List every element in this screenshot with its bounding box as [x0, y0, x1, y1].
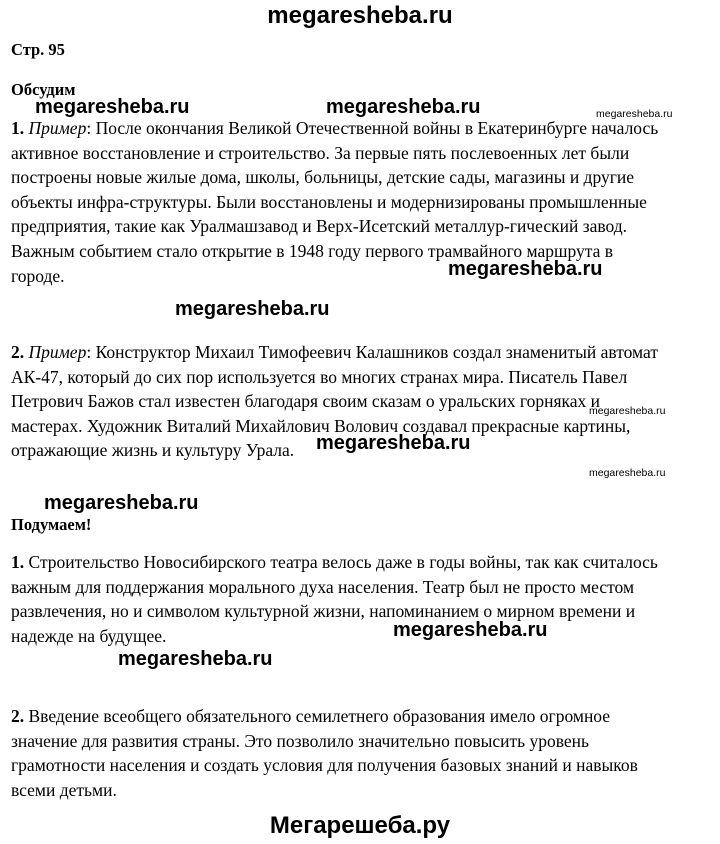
paragraph-line: грамотности населения и создать условия для получения базовых знаний и навыков [11, 755, 638, 776]
section-discuss-title: Обсудим [11, 80, 76, 99]
watermark-text: megaresheba.ru [448, 258, 603, 280]
watermark-text: megaresheba.ru [393, 619, 548, 641]
paragraph-line: предприятия, такие как Уралмашзавод и Верх-Исетский металлур-гический завод. [11, 216, 628, 237]
answer-number: 2. [11, 706, 25, 726]
paragraph-line: значение для развития страны. Это позволило значительно повысить уровень [11, 730, 590, 751]
watermark-text: megaresheba.ru [118, 648, 273, 670]
site-footer-title: Мегарешеба.ру [269, 812, 451, 839]
watermark-text: megaresheba.ru [44, 492, 199, 514]
example-label: Пример [28, 342, 87, 362]
watermark-text: megaresheba.ru [316, 432, 471, 454]
discuss-answer-1 [11, 116, 711, 288]
site-header-title: megaresheba.ru [267, 2, 453, 29]
paragraph-line: активное восстановление и строительство. За первые пять послевоенных лет были [11, 142, 630, 163]
think-answer-2 [11, 704, 711, 802]
paragraph-line: Петрович Бажов стал известен благодаря своим сказам о уральских горняках и [11, 391, 601, 412]
paragraph-line: Введение всеобщего обязательного семилетнего образования имело огромное [24, 706, 611, 726]
paragraph-line: : После окончания Великой Отечественной войны в Екатеринбурге началось [86, 118, 659, 138]
section-think-title: Подумаем! [11, 515, 92, 534]
paragraph-line: надежде на будущее. [11, 625, 167, 646]
watermark-text-small: megaresheba.ru [589, 467, 666, 479]
example-label: Пример [28, 118, 87, 138]
paragraph-line: мастерах. Художник Виталий Михайлович Волович создавал прекрасные картины, [11, 415, 631, 436]
watermark-text-small: megaresheba.ru [596, 108, 673, 120]
paragraph-line: объекты инфра-структуры. Были восстановлены и модернизированы промышленные [11, 191, 647, 212]
paragraph-line: : Конструктор Михаил Тимофеевич Калашников создал знаменитый автомат [86, 342, 658, 362]
watermark-text: megaresheba.ru [326, 96, 481, 118]
paragraph-line: всеми детьми. [11, 779, 117, 800]
paragraph-line: Важным событием стало открытие в 1948 году первого трамвайного маршрута в [11, 240, 614, 261]
watermark-text: megaresheba.ru [35, 96, 190, 118]
paragraph-line: АК-47, который до сих пор используется во многих странах мира. Писатель Павел [11, 366, 628, 387]
think-answer-1 [11, 550, 711, 648]
paragraph-line: построены новые жилые дома, школы, больницы, детские сады, магазины и другие [11, 167, 635, 188]
answer-number: 1. [11, 552, 25, 572]
answer-number: 1. [11, 118, 25, 138]
paragraph-line: развлечения, но и символом культурной жизни, напоминанием о мирном времени и [11, 601, 636, 622]
page-number-label: Стр. 95 [11, 40, 65, 59]
paragraph-line: важным для поддержания морального духа населения. Театр был не просто местом [11, 576, 635, 597]
paragraph-line: городе. [11, 265, 65, 286]
answer-number: 2. [11, 342, 25, 362]
paragraph-line: отражающие жизнь и культуру Урала. [11, 440, 295, 461]
watermark-text: megaresheba.ru [175, 298, 330, 320]
paragraph-line: Строительство Новосибирского театра велось даже в годы войны, так как считалось [24, 552, 658, 572]
watermark-text-small: megaresheba.ru [589, 405, 666, 417]
